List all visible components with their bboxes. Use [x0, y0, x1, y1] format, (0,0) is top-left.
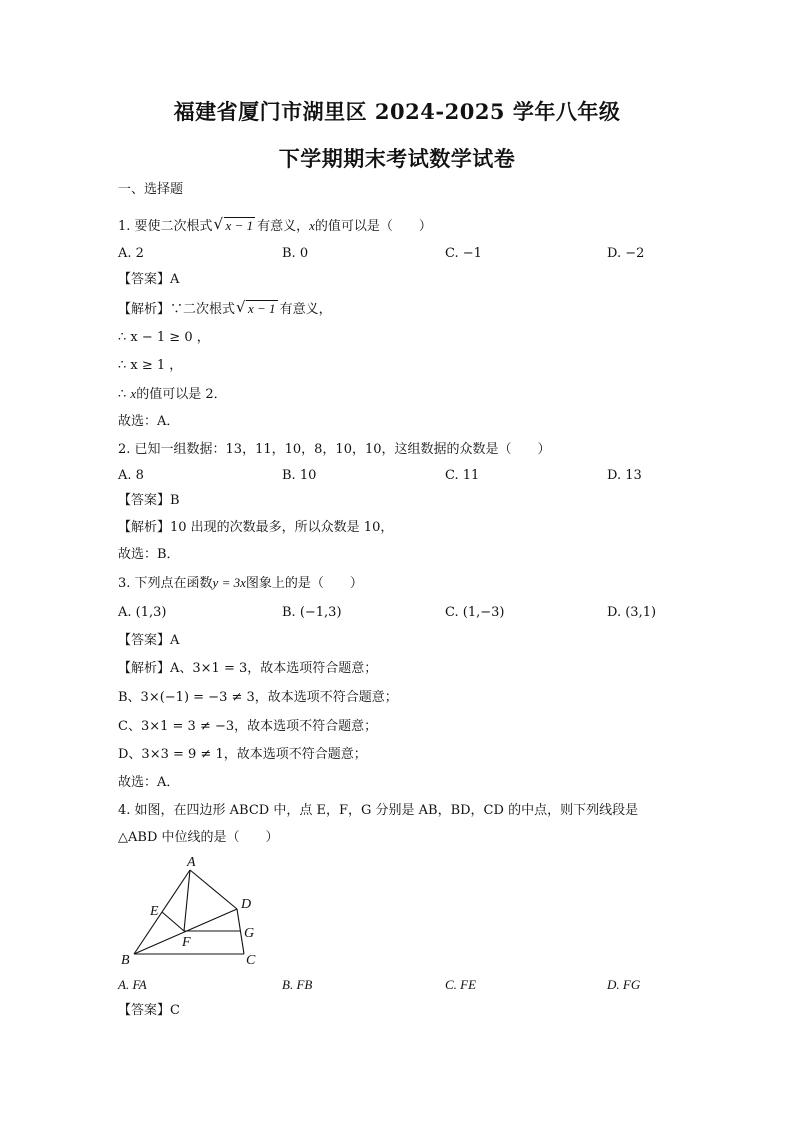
label-c: C [246, 953, 256, 968]
q2-answer: 【答案】B [118, 493, 180, 508]
q1-option-b: B. 0 [282, 246, 309, 261]
q3-stem-b: 图象上的是（ ） [245, 576, 363, 591]
q2-option-c: C. 11 [445, 468, 480, 483]
q3-func: y = 3x [212, 575, 246, 590]
q1-stem-b: 有意义， [257, 219, 310, 234]
title-line-2: 下学期期末考试数学试卷 [278, 146, 516, 171]
q3-stem-a: 3. 下列点在函数 [118, 576, 213, 591]
q4-answer: 【答案】C [118, 1003, 180, 1018]
q1-option-d: D. −2 [607, 246, 645, 261]
q2-option-a: A. 8 [118, 468, 144, 483]
q1-choose: 故选：A． [118, 414, 180, 429]
q3-exp-2: B、3×(−1) = −3 ≠ 3，故本选项不符合题意； [118, 690, 398, 705]
q3-option-a: A. (1,3) [118, 605, 167, 620]
label-b: B [121, 953, 130, 968]
q1-exp-radicand: x − 1 [248, 301, 276, 316]
q1-step-3-var: x [130, 386, 137, 401]
q1-var: x [309, 218, 315, 233]
q1-answer: 【答案】A [118, 272, 180, 287]
label-g: G [244, 926, 255, 941]
segment-da [190, 870, 237, 909]
q1-step-3-a: ∴ [118, 387, 131, 402]
title-line-1: 福建省厦门市湖里区 2024-2025 学年八年级 [173, 99, 621, 124]
segment-ef [162, 912, 184, 931]
q3-option-d: D. (3,1) [607, 605, 657, 620]
q1-step-1: ∴ x − 1 ≥ 0 ， [118, 330, 210, 345]
q1-stem-a: 1. 要使二次根式 [118, 219, 213, 234]
q3-choose: 故选：A． [118, 775, 180, 790]
q4-option-a: A. FA [118, 977, 147, 992]
q1-option-a: A. 2 [118, 246, 144, 261]
q4-option-c: C. FE [445, 977, 477, 992]
q1-radicand: x − 1 [225, 218, 254, 233]
q1-stem [118, 217, 432, 236]
q2-stem: 2. 已知一组数据：13，11，10，8，10，10，这组数据的众数是（ ） [118, 442, 551, 457]
q3-exp-4: D、3×3 = 9 ≠ 1，故本选项不符合题意； [118, 747, 367, 762]
label-f: F [182, 935, 191, 950]
q1-step-2: ∴ x ≥ 1 ， [118, 358, 183, 373]
q1-step-3-b: 的值可以是 2． [136, 387, 227, 402]
q1-step-3 [118, 385, 227, 404]
label-e: E [150, 904, 159, 919]
q2-option-d: D. 13 [607, 468, 642, 483]
q4-stem-2: △ABD 中位线的是（ ） [118, 830, 279, 845]
q2-choose: 故选：B． [118, 547, 180, 562]
label-d: D [241, 897, 252, 912]
quadrilateral-figure [118, 852, 268, 970]
q1-exp-sqrt [237, 300, 278, 319]
q3-exp-1: 【解析】A、3×1 = 3，故本选项符合题意； [118, 661, 378, 676]
q2-option-b: B. 10 [282, 468, 317, 483]
q1-exp-a: 【解析】∵二次根式 [118, 302, 236, 317]
q1-sqrt [215, 217, 256, 236]
q3-option-b: B. (−1,3) [282, 605, 342, 620]
segment-af [184, 870, 190, 931]
label-a: A [187, 855, 196, 870]
q4-stem-1: 4. 如图，在四边形 ABCD 中，点 E，F，G 分别是 AB，BD，CD 的中点，则下列线段是 [118, 803, 639, 818]
q1-exp-b: 有意义， [279, 302, 332, 317]
q2-explanation: 【解析】10 出现的次数最多，所以众数是 10， [118, 520, 394, 535]
q3-answer: 【答案】A [118, 633, 180, 648]
q4-option-d: D. FG [607, 977, 641, 992]
q4-option-b: B. FB [282, 977, 313, 992]
q3-exp-3: C、3×1 = 3 ≠ −3，故本选项不符合题意； [118, 719, 378, 734]
q3-option-c: C. (1,−3) [445, 605, 505, 620]
section-heading: 一、选择题 [118, 182, 184, 197]
q1-stem-c: 的值可以是（ ） [314, 219, 432, 234]
q1-explanation [118, 300, 332, 319]
q3-stem [118, 574, 363, 593]
q1-option-c: C. −1 [445, 246, 482, 261]
